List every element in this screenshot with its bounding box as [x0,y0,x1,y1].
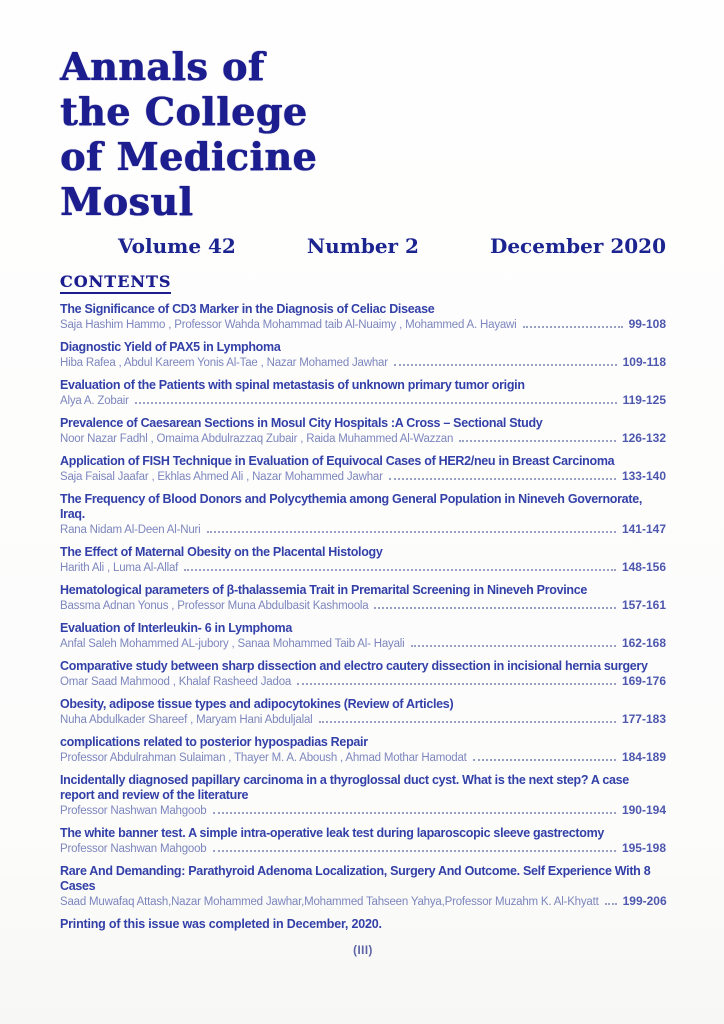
entry-authors: Omar Saad Mahmood , Khalaf Rasheed Jadoa [60,676,292,688]
masthead-line-4: Mosul [60,179,194,224]
leader-dots [213,812,616,814]
leader-dots [213,850,616,852]
entry-author-line [60,712,666,728]
entry-pages: 199-206 [622,894,667,908]
entry-title: Obesity, adipose tissue types and adipocytokines (Review of Articles) [60,697,454,711]
entry-author-line [60,803,666,819]
leader-dots [411,645,616,647]
toc-entry [60,302,666,333]
entry-pages: 157-161 [621,598,666,612]
entry-author-line [60,674,666,690]
entry-author-line [60,355,666,371]
number-label: Number 2 [306,234,419,258]
leader-dots [184,569,616,571]
toc-entry [60,492,666,538]
entry-authors: Professor Abdulrahman Sulaiman , Thayer M. A. Aboush , Ahmad Mothar Hamodat [60,752,467,764]
entry-pages: 148-156 [621,560,666,574]
leader-dots [523,326,623,328]
leader-dots [207,531,616,533]
entry-authors: Anfal Saleh Mohammed AL-jubory , Sanaa Mohammed Taib Al- Hayali [60,638,405,650]
entry-author-line [60,636,666,652]
toc-entry [60,773,666,819]
entry-pages: 169-176 [621,674,666,688]
entry-title: Incidentally diagnosed papillary carcinoma in a thyroglossal duct cyst. What is the next step? A case report and review of the literature [60,773,629,802]
entry-title: Evaluation of the Patients with spinal metastasis of unknown primary tumor origin [60,378,525,392]
leader-dots [374,607,616,609]
entry-title: The Significance of CD3 Marker in the Diagnosis of Celiac Disease [60,302,435,316]
journal-masthead [60,44,666,224]
entry-author-line [60,841,666,857]
printing-note: Printing of this issue was completed in December, 2020. [60,917,382,931]
entry-pages: 99-108 [628,317,666,331]
leader-dots [473,759,616,761]
toc-entry [60,454,666,485]
entry-pages: 162-168 [621,636,666,650]
toc-entry [60,826,666,857]
entry-author-line [60,750,666,766]
entry-title: The Effect of Maternal Obesity on the Placental Histology [60,545,383,559]
entry-pages: 184-189 [621,750,666,764]
entry-authors: Saja Hashim Hammo , Professor Wahda Mohammad taib Al-Nuaimy , Mohammed A. Hayawi [60,319,517,331]
entry-pages: 177-183 [621,712,666,726]
toc-entry [60,697,666,728]
contents-list [60,302,666,910]
entry-title: complications related to posterior hypospadias Repair [60,735,368,749]
entry-authors: Hiba Rafea , Abdul Kareem Yonis Al-Tae , Nazar Mohamed Jawhar [60,357,388,369]
entry-authors: Rana Nidam Al-Deen Al-Nuri [60,524,201,536]
entry-author-line [60,894,666,910]
toc-entry [60,545,666,576]
entry-authors: Professor Nashwan Mahgoob [60,843,207,855]
masthead-line-2: the College [60,89,308,134]
leader-dots [394,364,617,366]
entry-pages: 190-194 [621,803,666,817]
entry-author-line [60,469,666,485]
toc-entry [60,583,666,614]
entry-author-line [60,560,666,576]
entry-author-line [60,522,666,538]
page-number-marker: (III) [353,945,373,957]
entry-title: Diagnostic Yield of PAX5 in Lymphoma [60,340,281,354]
entry-pages: 141-147 [621,522,666,536]
toc-entry [60,416,666,447]
leader-dots [459,440,616,442]
toc-entry [60,659,666,690]
volume-label: Volume 42 [118,234,236,258]
leader-dots [135,402,617,404]
leader-dots [319,721,616,723]
entry-title: Comparative study between sharp dissection and electro cautery dissection in incisional hernia surgery [60,659,648,673]
entry-pages: 119-125 [622,393,666,407]
masthead-line-1: Annals of [60,44,265,89]
entry-authors: Alya A. Zobair [60,395,129,407]
entry-pages: 195-198 [621,841,666,855]
entry-pages: 133-140 [621,469,666,483]
entry-pages: 126-132 [621,431,666,445]
entry-author-line [60,431,666,447]
toc-entry [60,378,666,409]
toc-entry [60,340,666,371]
entry-title: Prevalence of Caesarean Sections in Mosul City Hospitals :A Cross – Sectional Study [60,416,543,430]
entry-author-line [60,393,666,409]
entry-author-line [60,598,666,614]
entry-authors: Saja Faisal Jaafar , Ekhlas Ahmed Ali , Nazar Mohammed Jawhar [60,471,383,483]
entry-title: The Frequency of Blood Donors and Polycythemia among General Population in Nineveh Governorate, Iraq. [60,492,643,521]
entry-title: Evaluation of Interleukin- 6 in Lymphoma [60,621,293,635]
entry-title: The white banner test. A simple intra-operative leak test during laparoscopic sleeve gastrectomy [60,826,605,840]
leader-dots [297,683,616,685]
leader-dots [389,478,616,480]
toc-entry [60,735,666,766]
entry-authors: Bassma Adnan Yonus , Professor Muna Abdulbasit Kashmoola [60,600,369,612]
toc-entry [60,621,666,652]
entry-pages: 109-118 [622,355,666,369]
date-label: December 2020 [489,234,666,258]
entry-title: Rare And Demanding: Parathyroid Adenoma Localization, Surgery And Outcome. Self Experience With 8 Cases [60,864,651,893]
entry-author-line [60,317,666,333]
entry-authors: Noor Nazar Fadhl , Omaima Abdulrazzaq Zubair , Raida Muhammed Al-Wazzan [60,433,454,445]
toc-entry [60,864,666,910]
entry-authors: Professor Nashwan Mahgoob [60,805,207,817]
entry-title: Hematological parameters of β-thalassemia Trait in Premarital Screening in Nineveh Province [60,583,588,597]
issue-info-line [60,234,666,258]
contents-heading: CONTENTS [60,272,171,294]
entry-authors: Saad Muwafaq Attash,Nazar Mohammed Jawhar,Mohammed Tahseen Yahya,Professor Muzahm K. Al-Khyatt [60,896,599,908]
entry-authors: Nuha Abdulkader Shareef , Maryam Hani Abduljalal [60,714,313,726]
masthead-line-3: of Medicine [60,134,318,179]
leader-dots [605,903,617,905]
entry-title: Application of FISH Technique in Evaluation of Equivocal Cases of HER2/neu in Breast Carcinoma [60,454,615,468]
entry-authors: Harith Ali , Luma Al-Allaf [60,562,179,574]
